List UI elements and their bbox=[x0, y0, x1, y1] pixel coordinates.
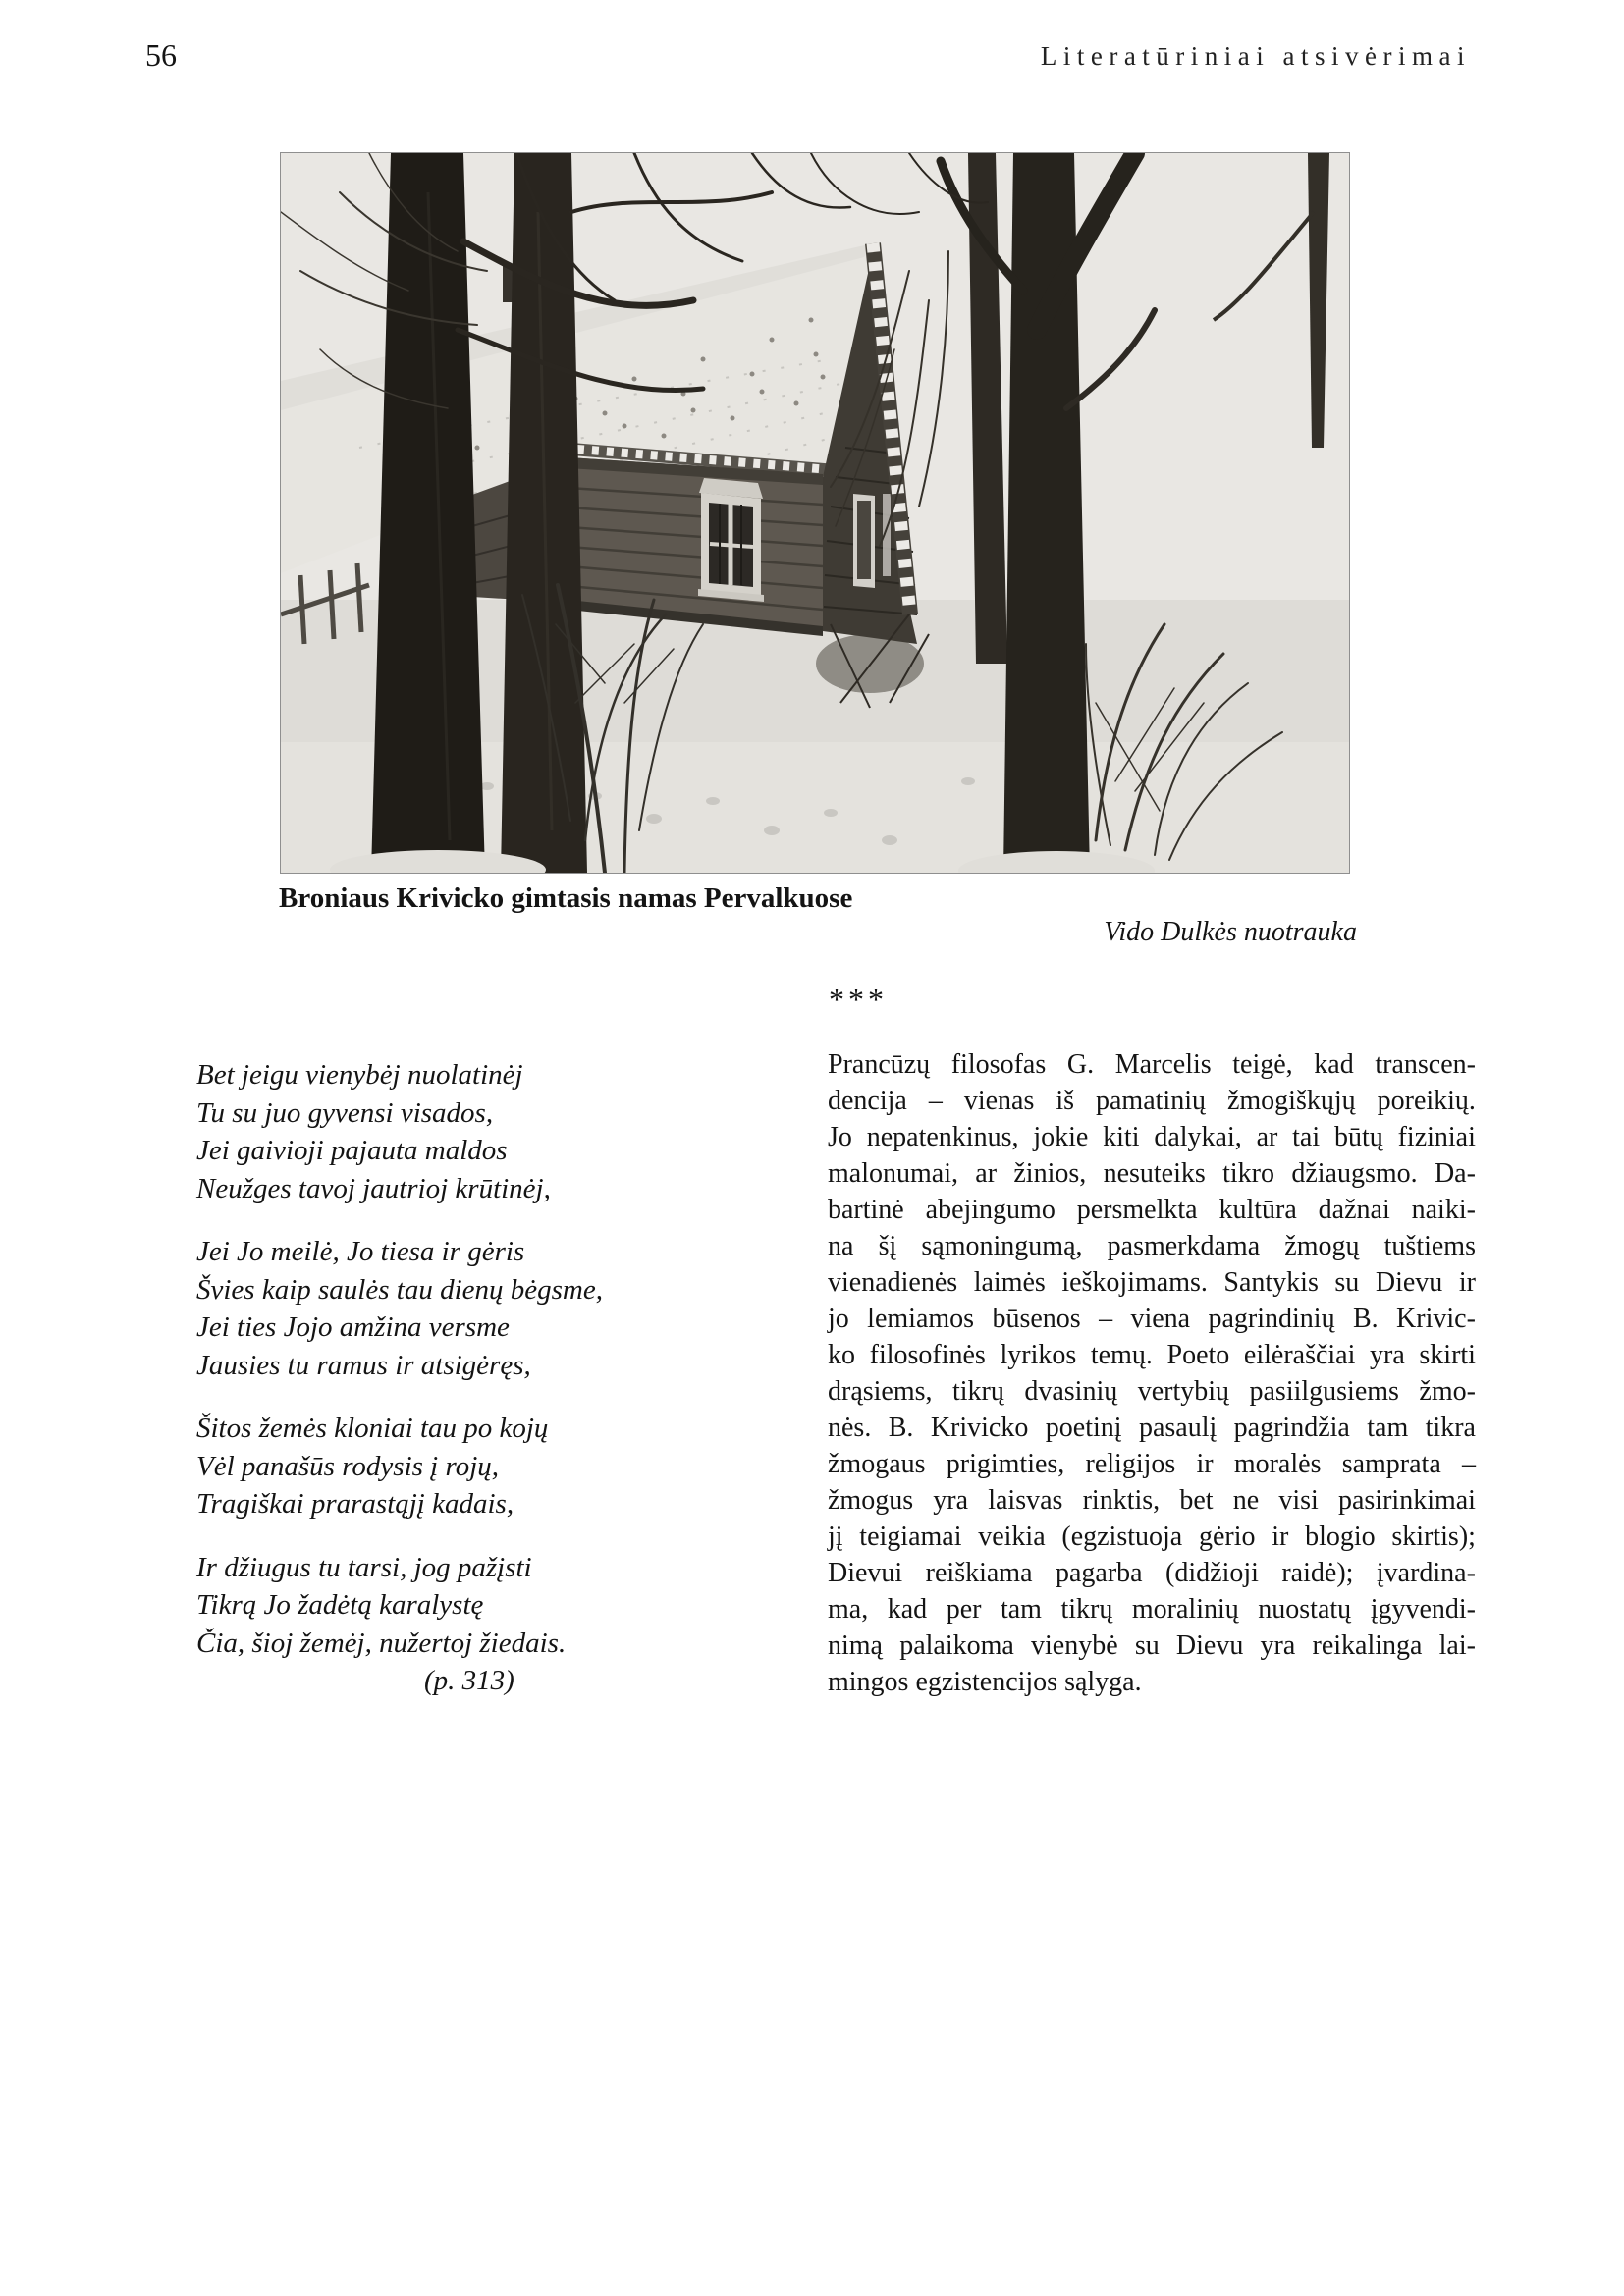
house-photo-illustration bbox=[281, 153, 1349, 873]
page-number: 56 bbox=[145, 37, 177, 73]
photo-caption: Broniaus Krivicko gimtasis namas Pervalkuose bbox=[279, 882, 853, 914]
article-line: ko filosofinės lyrikos temų. Poeto eilėraščiai yra skirti bbox=[828, 1340, 1476, 1370]
article-line: Prancūzų filosofas G. Marcelis teigė, kad transcen- bbox=[828, 1049, 1476, 1080]
poem-line: Jausies tu ramus ir atsigėręs, bbox=[196, 1349, 531, 1381]
article-line: Dievui reiškiama pagarba (didžioji raidė); įvardina- bbox=[828, 1558, 1476, 1588]
poem-line: Tikrą Jo žadėtą karalystę bbox=[196, 1589, 484, 1621]
article-line: nimą palaikoma vienybė su Dievu yra reikalinga lai- bbox=[828, 1630, 1476, 1661]
article-line: jo lemiamos būsenos – viena pagrindinių B. Krivic- bbox=[828, 1304, 1476, 1334]
article-line: mingos egzistencijos sąlyga. bbox=[828, 1667, 1142, 1697]
poem-line: Jei ties Jojo amžina versme bbox=[196, 1311, 510, 1343]
running-header: Literatūriniai atsivėrimai bbox=[1040, 41, 1471, 71]
article-line: jį teigiamai veikia (egzistuoja gėrio ir blogio skirtis); bbox=[828, 1522, 1476, 1552]
poem-stanza bbox=[196, 1233, 746, 1384]
article-text bbox=[828, 1046, 1476, 1700]
poem-line: Švies kaip saulės tau dienų bėgsme, bbox=[196, 1273, 603, 1306]
article-line: žmogaus prigimties, religijos ir moralės samprata – bbox=[828, 1449, 1476, 1479]
poem-line: Ir džiugus tu tarsi, jog pažįsti bbox=[196, 1551, 532, 1583]
article-line: dencija – vienas iš pamatinių žmogiškųjų poreikių. bbox=[828, 1086, 1476, 1116]
poem bbox=[196, 1056, 746, 1700]
article-line: Jo nepatenkinus, jokie kiti dalykai, ar tai būtų fiziniai bbox=[828, 1122, 1476, 1152]
poem-line: Tu su juo gyvensi visados, bbox=[196, 1096, 494, 1129]
house-window bbox=[698, 478, 764, 602]
article-line: na šį sąmoningumą, pasmerkdama žmogų tuštiems bbox=[828, 1231, 1476, 1261]
poem-line: Tragiškai prarastąjį kadais, bbox=[196, 1488, 514, 1520]
poem-line: Vėl panašūs rodysis į rojų, bbox=[196, 1450, 499, 1482]
poem-line: Neužges tavoj jautrioj krūtinėj, bbox=[196, 1172, 551, 1204]
article-line: ma, kad per tam tikrų moralinių nuostatų įgyvendi- bbox=[828, 1594, 1476, 1625]
poem-page-reference: (p. 313) bbox=[424, 1665, 514, 1696]
poem-line: Čia, šioj žemėj, nužertoj žiedais. bbox=[196, 1627, 567, 1659]
article-line: vienadienės laimės ieškojimams. Santykis su Dievu ir bbox=[828, 1267, 1476, 1298]
article-line: drąsiems, tikrų dvasinių vertybių pasiilgusiems žmo- bbox=[828, 1376, 1476, 1407]
article-line: nės. B. Krivicko poetinį pasaulį pagrindžia tam tikra bbox=[828, 1413, 1476, 1443]
article-line: žmogus yra laisvas rinktis, bet ne visi pasirinkimai bbox=[828, 1485, 1476, 1516]
photo-credit: Vido Dulkės nuotrauka bbox=[1104, 917, 1357, 947]
poem-line: Jei gaivioji pajauta maldos bbox=[196, 1135, 508, 1166]
poem-stanza bbox=[196, 1549, 746, 1700]
poem-line: Šitos žemės kloniai tau po kojų bbox=[196, 1413, 549, 1444]
house-photo bbox=[280, 152, 1350, 874]
poem-line: Bet jeigu vienybėj nuolatinėj bbox=[196, 1059, 523, 1091]
poem-line: Jei Jo meilė, Jo tiesa ir gėris bbox=[196, 1236, 525, 1267]
poem-stanza bbox=[196, 1410, 746, 1523]
article-line: bartinė abejingumo persmelkta kultūra dažnai naiki- bbox=[828, 1195, 1476, 1225]
section-separator: *** bbox=[829, 982, 888, 1017]
article-line: malonumai, ar žinios, nesuteiks tikro džiaugsmo. Da- bbox=[828, 1158, 1476, 1189]
poem-stanza bbox=[196, 1056, 746, 1207]
